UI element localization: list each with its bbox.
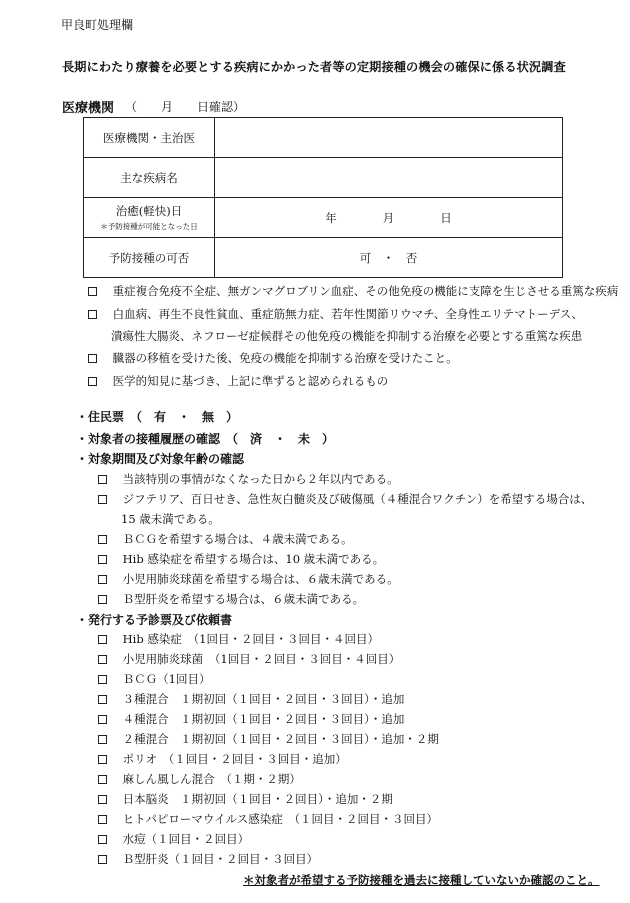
issue-item[interactable] [98, 831, 249, 847]
issue-text: Hib 感染症 （1回目・２回目・３回目・４回目） [122, 632, 379, 646]
period-text: ＢＣＧを希望する場合は、４歳未満である。 [122, 532, 353, 546]
checkbox-icon[interactable] [98, 675, 107, 684]
issue-text: 日本脳炎 １期初回（１回目・２回目）・追加・２期 [122, 792, 393, 806]
issue-item[interactable] [98, 771, 301, 787]
checkbox-icon[interactable] [98, 635, 107, 644]
checkbox-icon[interactable] [98, 575, 107, 584]
issue-item[interactable] [98, 651, 400, 667]
checkbox-icon[interactable] [98, 715, 107, 724]
table-value[interactable] [215, 118, 563, 158]
condition-item[interactable] [88, 306, 583, 322]
period-item[interactable] [98, 531, 353, 547]
issue-text: ポリオ （１回目・２回目・３回目・追加） [122, 752, 347, 766]
period-text: Hib 感染症を希望する場合は、10 歳未満である。 [122, 552, 385, 566]
residence-check[interactable]: ・住民票 （ 有 ・ 無 ） [76, 410, 239, 424]
checkbox-icon[interactable] [88, 310, 97, 319]
issue-text: ＢＣＧ（1回目） [122, 672, 211, 686]
table-value[interactable]: 年 月 日 [215, 198, 563, 238]
issue-item[interactable] [98, 711, 404, 727]
table-row [84, 198, 563, 238]
condition-text: 臓器の移植を受けた後、免疫の機能を抑制する治療を受けたこと。 [112, 351, 458, 365]
checkbox-icon[interactable] [98, 835, 107, 844]
table-label-cell [84, 198, 215, 238]
table-label: 主な疾病名 [84, 158, 215, 198]
issue-text: 水痘（１回目・２回目） [122, 832, 250, 846]
condition-item[interactable] [88, 373, 388, 389]
checkbox-icon[interactable] [88, 354, 97, 363]
office-use-label: 甲良町処理欄 [61, 18, 134, 32]
issue-item[interactable] [98, 691, 404, 707]
period-item[interactable] [98, 471, 399, 487]
checkbox-icon[interactable] [98, 735, 107, 744]
issue-text: 麻しん風しん混合 （１期・２期） [122, 772, 301, 786]
period-item[interactable] [98, 571, 399, 587]
checkbox-icon[interactable] [98, 595, 107, 604]
issue-text: ヒトパピローマウイルス感染症 （１回目・２回目・３回目） [122, 812, 438, 826]
period-item[interactable] [98, 551, 384, 567]
institution-date-confirm: （ 月 日確認） [125, 100, 246, 114]
table-value[interactable]: 可 ・ 否 [215, 238, 563, 278]
checkbox-icon[interactable] [98, 695, 107, 704]
table-row [84, 118, 563, 158]
checkbox-icon[interactable] [98, 775, 107, 784]
institution-table [83, 117, 563, 278]
checkbox-icon[interactable] [88, 377, 97, 386]
institution-label: 医療機関 [62, 101, 115, 116]
issue-item[interactable] [98, 811, 438, 827]
issue-item[interactable] [98, 731, 439, 747]
document-title: 長期にわたり療養を必要とする疾病にかかった者等の定期接種の機会の確保に係る状況調査 [62, 60, 566, 74]
period-section-title: ・対象期間及び対象年齢の確認 [76, 452, 245, 466]
issue-item[interactable] [98, 851, 318, 867]
checkbox-icon[interactable] [98, 755, 107, 764]
period-text: 当該特別の事情がなくなった日から２年以内である。 [122, 472, 399, 486]
table-row [84, 158, 563, 198]
checkbox-icon[interactable] [98, 555, 107, 564]
checkbox-icon[interactable] [98, 815, 107, 824]
issue-text: ２種混合 １期初回（１回目・２回目・３回目）・追加・２期 [122, 732, 439, 746]
checkbox-icon[interactable] [88, 287, 97, 296]
period-item[interactable] [98, 591, 364, 607]
condition-text: 医学的知見に基づき、上記に準ずると認められるもの [112, 374, 389, 388]
table-row [84, 238, 563, 278]
table-sublabel: ＊予防接種が可能となった日 [100, 222, 198, 231]
checkbox-icon[interactable] [98, 535, 107, 544]
issue-section-title: ・発行する予診票及び依頼書 [76, 613, 233, 627]
condition-text-continued: 潰瘍性大腸炎、ネフローゼ症候群その他免疫の機能を抑制する治療を必要とする重篤な疾患 [111, 329, 583, 343]
checkbox-icon[interactable] [98, 655, 107, 664]
issue-item[interactable] [98, 631, 379, 647]
table-label: 予防接種の可否 [84, 238, 215, 278]
period-item[interactable] [98, 491, 592, 507]
issue-text: ４種混合 １期初回（１回目・２回目・３回目）・追加 [122, 712, 405, 726]
issue-item[interactable] [98, 791, 393, 807]
table-label: 医療機関・主治医 [84, 118, 215, 158]
checkbox-icon[interactable] [98, 495, 107, 504]
table-label: 治癒(軽快)日 [115, 204, 183, 218]
condition-item[interactable] [88, 350, 458, 366]
checkbox-icon[interactable] [98, 855, 107, 864]
issue-text: 小児用肺炎球菌 （1回目・２回目・３回目・４回目） [122, 652, 401, 666]
period-text-continued: 15 歳未満である。 [121, 512, 220, 526]
checkbox-icon[interactable] [98, 795, 107, 804]
period-text: ジフテリア、百日せき、急性灰白髄炎及び破傷風（４種混合ワクチン）を希望する場合は、 [122, 492, 593, 506]
issue-text: ３種混合 １期初回（１回目・２回目・３回目）・追加 [122, 692, 405, 706]
condition-text: 白血病、再生不良性貧血、重症筋無力症、若年性関節リウマチ、全身性エリテマトーデス、 [112, 307, 584, 321]
condition-text: 重症複合免疫不全症、無ガンマグロブリン血症、その他免疫の機能に支障を生じさせる重篤な疾病 [112, 284, 619, 298]
issue-item[interactable] [98, 671, 210, 687]
history-check[interactable]: ・対象者の接種履歴の確認 （ 済 ・ 未 ） [76, 432, 335, 446]
issue-text: Ｂ型肝炎（１回目・２回目・３回目） [122, 852, 319, 866]
period-text: 小児用肺炎球菌を希望する場合は、６歳未満である。 [122, 572, 399, 586]
period-text: Ｂ型肝炎を希望する場合は、６歳未満である。 [122, 592, 365, 606]
checkbox-icon[interactable] [98, 475, 107, 484]
footnote: ＊対象者が希望する予防接種を過去に接種していないか確認のこと。 [243, 873, 600, 887]
issue-item[interactable] [98, 751, 347, 767]
table-value[interactable] [215, 158, 563, 198]
condition-item[interactable] [88, 283, 618, 299]
